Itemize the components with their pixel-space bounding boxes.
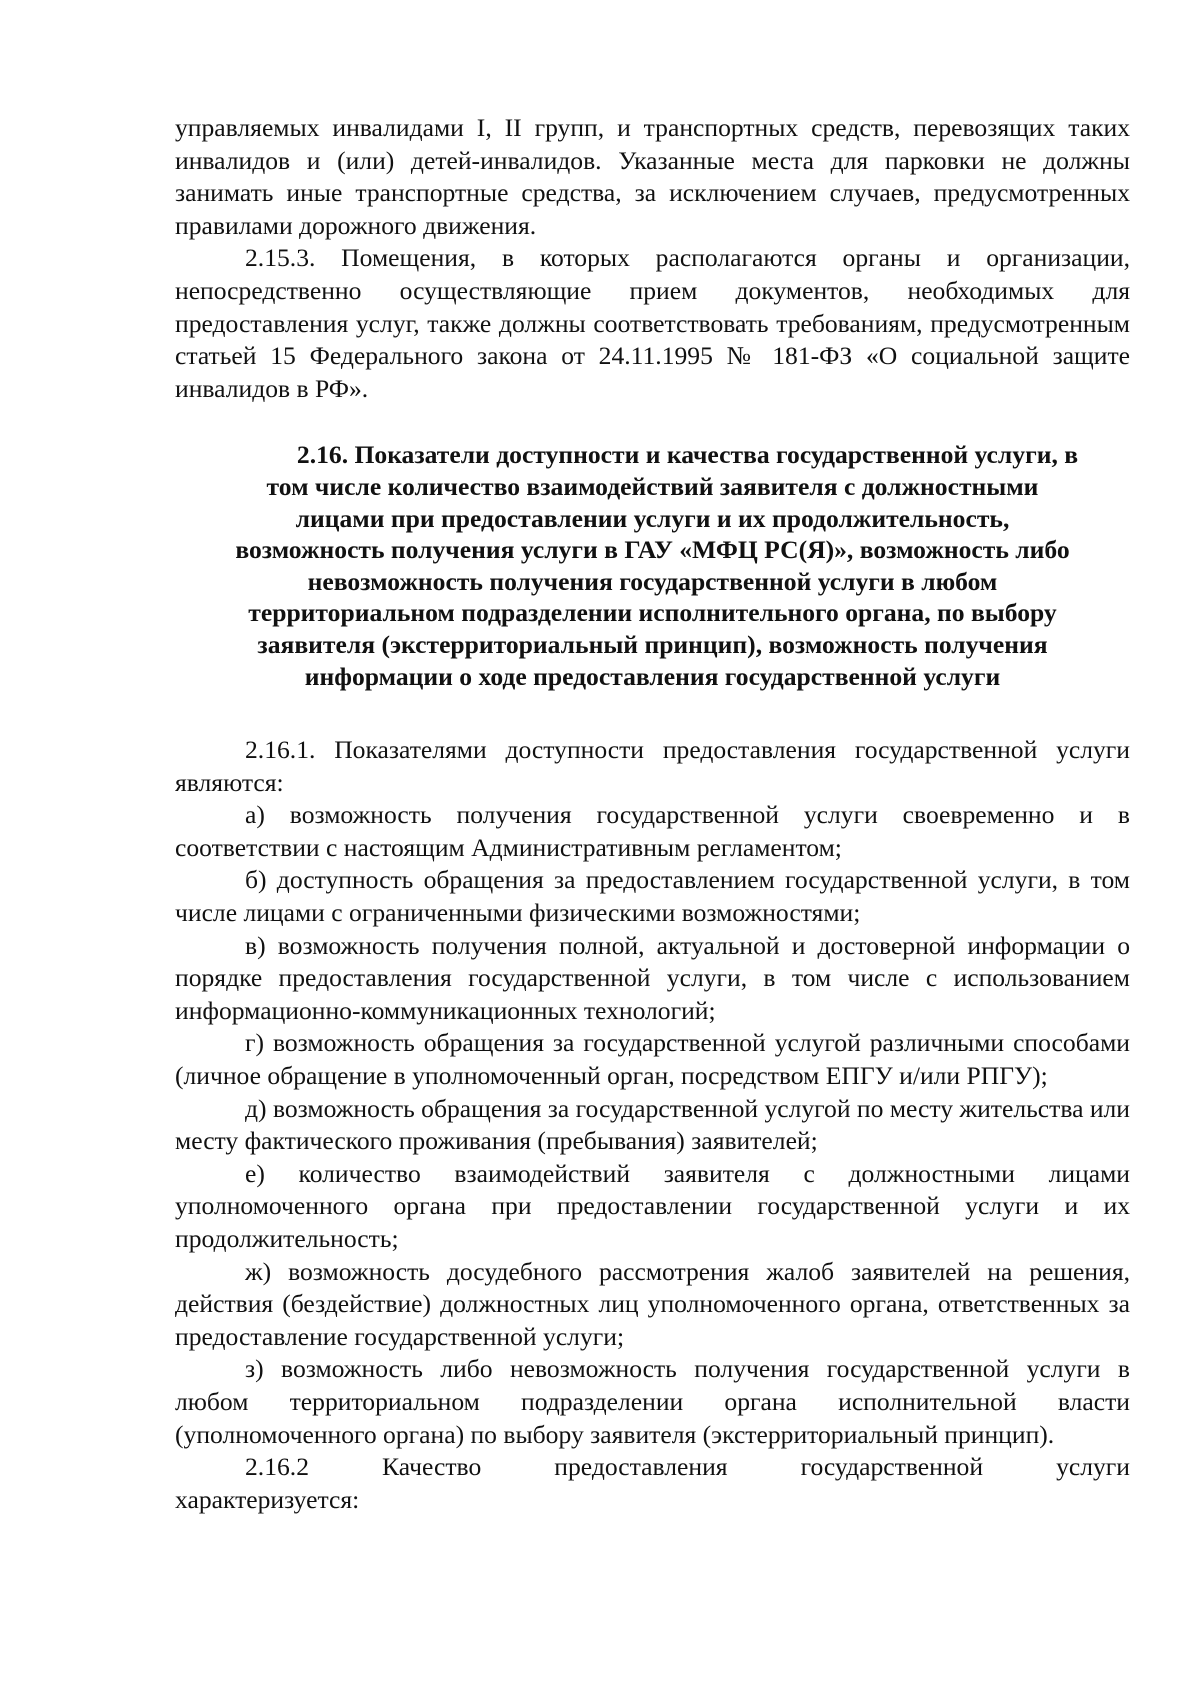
- heading-line: том числе количество взаимодействий заявителя с должностными: [266, 471, 1039, 501]
- paragraph-2-15-3: 2.15.3. Помещения, в которых располагаются органы и организации, непосредственно осуществляющие прием документов, необходимых для предоставления услуг, также должны соответствовать требованиям, предусмотренным статьей 15 Федерального закона от 24.11.1995 № 181-ФЗ «О социальной защите инвалидов в РФ».: [175, 243, 1130, 403]
- list-item-v: в) возможность получения полной, актуальной и достоверной информации о порядке предоставления государственной услуги, в том числе с использованием информационно-коммуникационных технологий;: [175, 930, 1130, 1025]
- list-item-z: з) возможность либо невозможность получения государственной услуги в любом территориальном подразделении органа исполнительной власти (уполномоченного органа) по выбору заявителя (экстерриториальный принцип).: [175, 1354, 1130, 1449]
- list-item-d: д) возможность обращения за государственной услугой по месту жительства или месту фактического проживания (пребывания) заявителей;: [175, 1093, 1131, 1156]
- heading-line: заявителя (экстерриториальный принцип), возможность получения: [257, 629, 1048, 659]
- list-item-e: е) количество взаимодействий заявителя с должностными лицами уполномоченного органа при предоставлении государственной услуги и их продолжительность;: [175, 1158, 1130, 1253]
- paragraph-parking: управляемых инвалидами I, II групп, и транспортных средств, перевозящих таких инвалидов и (или) детей-инвалидов. Указанные места для парковки не должны занимать иные транспортные средства, за исключением случаев, предусмотренных правилами дорожного движения.: [175, 113, 1130, 240]
- heading-line: территориальном подразделении исполнительного органа, по выбору: [248, 598, 1057, 628]
- heading-line: лицами при предоставлении услуги и их продолжительность,: [295, 503, 1010, 533]
- list-item-a: а) возможность получения государственной услуги своевременно и в соответствии с настоящим Административным регламентом;: [175, 800, 1130, 862]
- heading-line: возможность получения услуги в ГАУ «МФЦ РС(Я)», возможность либо: [235, 535, 1070, 565]
- paragraph-2-16-1: 2.16.1. Показателями доступности предоставления государственной услуги являются:: [175, 735, 1130, 797]
- heading-line: информации о ходе предоставления государственной услуги: [304, 661, 1001, 691]
- list-item-g: г) возможность обращения за государственной услугой различными способами (личное обращение в уполномоченный орган, посредством ЕПГУ и/или РПГУ);: [175, 1028, 1130, 1091]
- heading-line: невозможность получения государственной услуги в любом: [307, 566, 998, 596]
- section-heading-2-16: [175, 439, 1130, 692]
- document-page: [175, 112, 1130, 1516]
- paragraph-2-16-2: 2.16.2 Качество предоставления государственной услуги: [245, 1452, 1130, 1482]
- heading-line: 2.16. Показатели доступности и качества государственной услуги, в: [296, 440, 1079, 470]
- list-item-b: б) доступность обращения за предоставлением государственной услуги, в том числе лицами с ограниченными физическими возможностями;: [175, 865, 1130, 928]
- paragraph-2-16-2-continued: характеризуется:: [175, 1484, 360, 1514]
- list-item-zh: ж) возможность досудебного рассмотрения жалоб заявителей на решения, действия (бездействие) должностных лиц уполномоченного органа, ответственных за предоставление государственной услуги;: [175, 1256, 1130, 1351]
